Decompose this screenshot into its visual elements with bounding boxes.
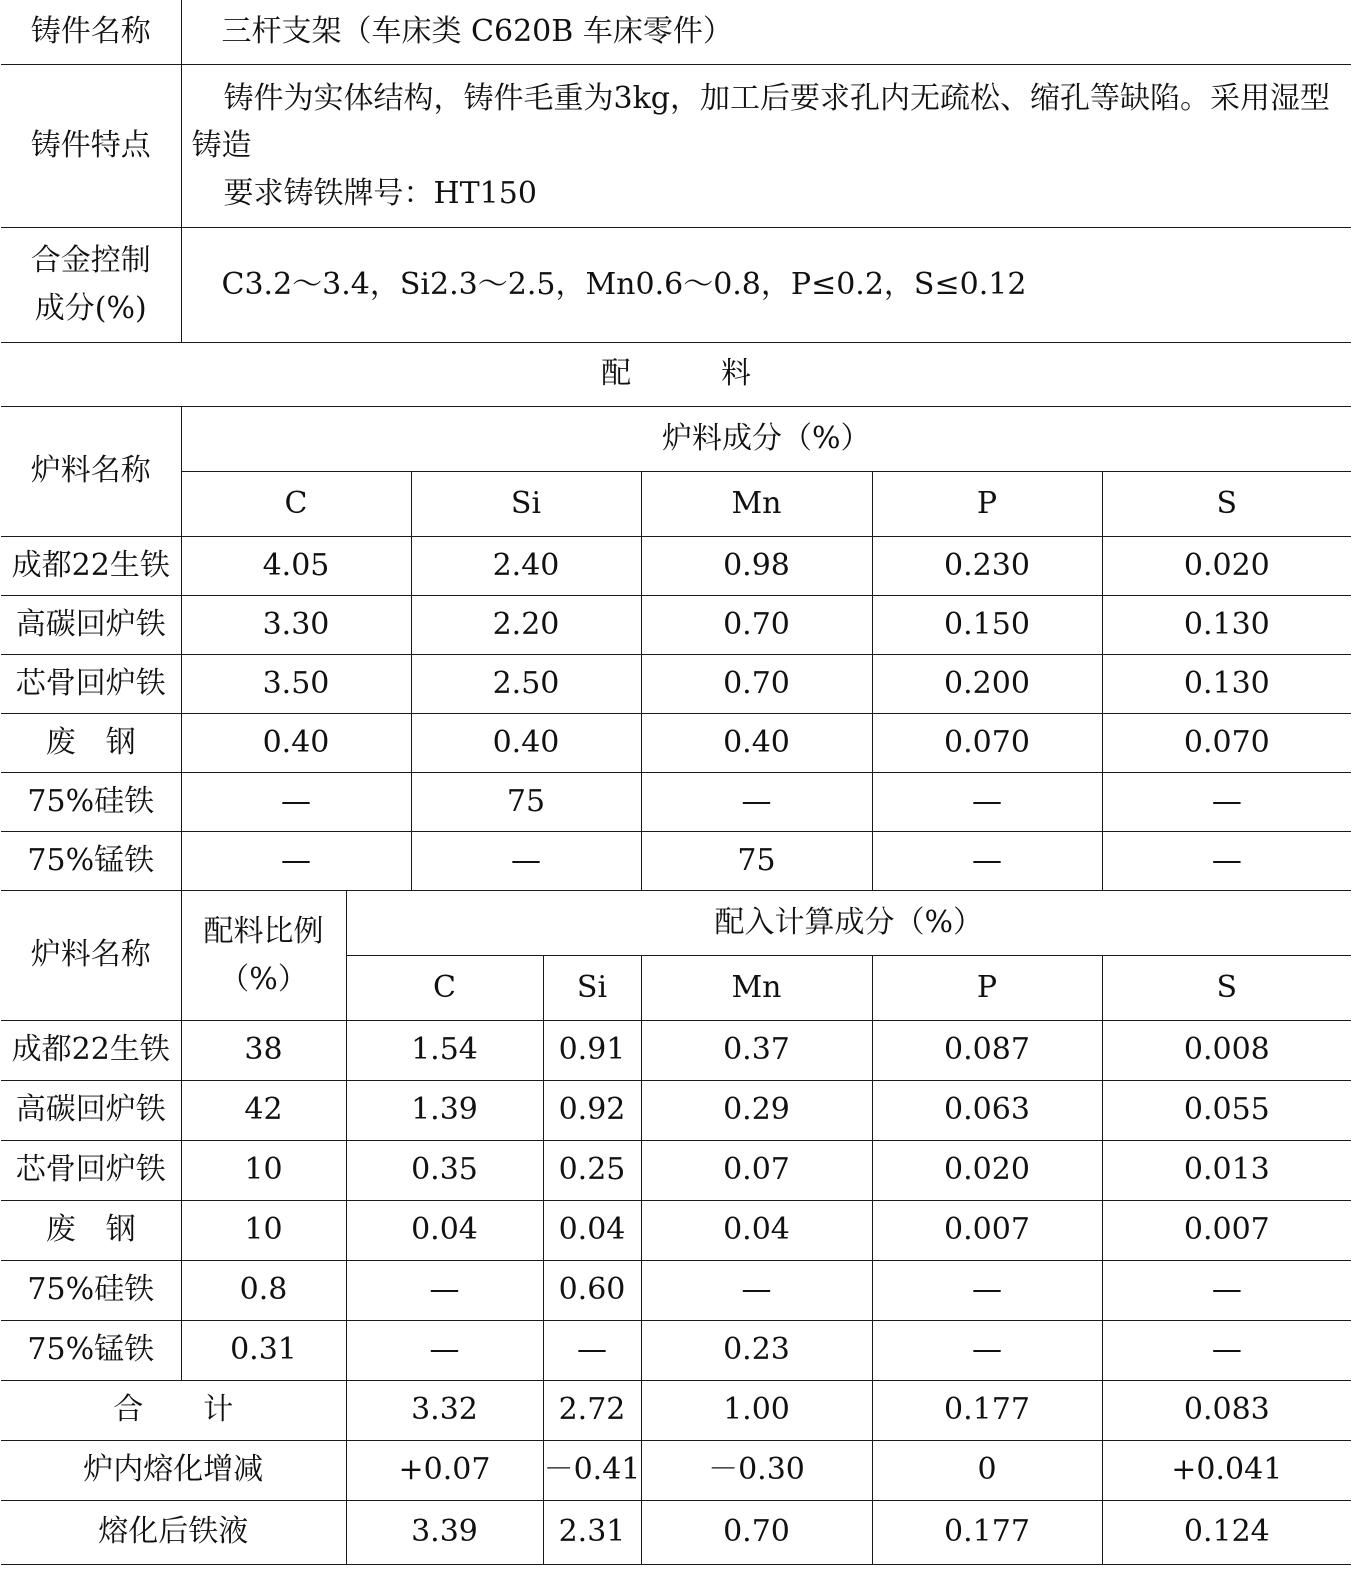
total-cell: 1.00 [641, 1381, 872, 1441]
casting-name-value: 三杆支架（车床类 C620B 车床零件） [181, 0, 1351, 65]
total-cell: 3.32 [346, 1381, 543, 1441]
charge-cell: 0.230 [872, 537, 1102, 596]
charge-cell: 0.40 [181, 714, 411, 773]
charge-cell: 0.020 [1102, 537, 1351, 596]
charge-row-name: 成都22生铁 [1, 537, 181, 596]
charge-cell: 0.98 [641, 537, 872, 596]
calc-cell: 0.04 [641, 1201, 872, 1261]
calc-cell: — [872, 1321, 1102, 1381]
charge-col-s: S [1102, 472, 1351, 537]
calc-cell: — [1102, 1321, 1351, 1381]
calc-row [1, 1201, 1351, 1261]
melt-change-label: 炉内熔化增减 [1, 1441, 346, 1501]
calc-cell: 0.07 [641, 1141, 872, 1201]
calc-cell: — [346, 1321, 543, 1381]
calc-row [1, 1321, 1351, 1381]
molten-iron-row [1, 1501, 1351, 1565]
charge-cell: 2.20 [411, 596, 641, 655]
charge-header-row [1, 407, 1351, 472]
charge-group-header: 炉料成分（%） [181, 407, 1351, 472]
calc-cell: — [346, 1261, 543, 1321]
charge-cell: 3.30 [181, 596, 411, 655]
charge-row [1, 832, 1351, 891]
casting-name-row [1, 0, 1351, 65]
charge-row [1, 655, 1351, 714]
calc-row-ratio: 38 [181, 1021, 346, 1081]
total-cell: 0.177 [872, 1381, 1102, 1441]
calc-cell: 0.04 [543, 1201, 641, 1261]
calc-cell: — [543, 1321, 641, 1381]
melt-change-cell: 0 [872, 1441, 1102, 1501]
charge-cell: 0.070 [872, 714, 1102, 773]
charge-cell: 2.50 [411, 655, 641, 714]
calc-cell: 0.92 [543, 1081, 641, 1141]
charge-row-name: 75%锰铁 [1, 832, 181, 891]
melt-change-row [1, 1441, 1351, 1501]
charge-cell: 0.70 [641, 596, 872, 655]
batching-title: 配 料 [1, 343, 1351, 407]
calc-cell: 0.020 [872, 1141, 1102, 1201]
charge-cell: 0.40 [411, 714, 641, 773]
calc-row-ratio: 10 [181, 1141, 346, 1201]
charge-col-p: P [872, 472, 1102, 537]
casting-name-label: 铸件名称 [1, 0, 181, 65]
charge-cell: 0.130 [1102, 596, 1351, 655]
molten-iron-cell: 3.39 [346, 1501, 543, 1565]
charge-cell: 2.40 [411, 537, 641, 596]
casting-feature-label: 铸件特点 [1, 65, 181, 228]
casting-feature-row [1, 65, 1351, 228]
charge-row [1, 714, 1351, 773]
alloy-label-line: 成分(%) [34, 291, 147, 326]
molten-iron-cell: 0.177 [872, 1501, 1102, 1565]
alloy-control-value: C3.2～3.4，Si2.3～2.5，Mn0.6～0.8，P≤0.2，S≤0.12 [181, 228, 1351, 343]
calc-row-name: 芯骨回炉铁 [1, 1141, 181, 1201]
calc-row [1, 1141, 1351, 1201]
charge-cell: 0.200 [872, 655, 1102, 714]
calc-cell: 0.007 [872, 1201, 1102, 1261]
calc-cell: — [1102, 1261, 1351, 1321]
charge-name-header: 炉料名称 [1, 407, 181, 537]
charge-cell: 4.05 [181, 537, 411, 596]
calc-col-mn: Mn [641, 956, 872, 1021]
calc-cell: — [641, 1261, 872, 1321]
charge-row [1, 773, 1351, 832]
calc-cell: 0.23 [641, 1321, 872, 1381]
calc-name-header: 炉料名称 [1, 891, 181, 1021]
calc-row-name: 废 钢 [1, 1201, 181, 1261]
charge-cell: 0.070 [1102, 714, 1351, 773]
charge-cell: — [1102, 832, 1351, 891]
charge-row-name: 高碳回炉铁 [1, 596, 181, 655]
calc-cell: 0.25 [543, 1141, 641, 1201]
calc-row-name: 成都22生铁 [1, 1021, 181, 1081]
calc-cell: 0.008 [1102, 1021, 1351, 1081]
molten-iron-cell: 0.70 [641, 1501, 872, 1565]
calc-row-name: 75%锰铁 [1, 1321, 181, 1381]
total-row [1, 1381, 1351, 1441]
calc-cell: 0.007 [1102, 1201, 1351, 1261]
melt-change-cell: +0.07 [346, 1441, 543, 1501]
melt-change-cell: +0.041 [1102, 1441, 1351, 1501]
calc-row-ratio: 0.8 [181, 1261, 346, 1321]
total-cell: 0.083 [1102, 1381, 1351, 1441]
calc-ratio-header [181, 891, 346, 1021]
calc-col-p: P [872, 956, 1102, 1021]
charge-col-c: C [181, 472, 411, 537]
charge-row [1, 596, 1351, 655]
calc-cell: 0.91 [543, 1021, 641, 1081]
total-cell: 2.72 [543, 1381, 641, 1441]
calc-cell: 0.087 [872, 1021, 1102, 1081]
melt-change-cell: －0.41 [543, 1441, 641, 1501]
charge-cell: 0.70 [641, 655, 872, 714]
calc-row-ratio: 42 [181, 1081, 346, 1141]
calc-row [1, 1261, 1351, 1321]
charge-cell: 75 [411, 773, 641, 832]
charge-cell: — [181, 773, 411, 832]
charge-row-name: 废 钢 [1, 714, 181, 773]
molten-iron-cell: 0.124 [1102, 1501, 1351, 1565]
charge-cell: — [1102, 773, 1351, 832]
calc-cell: 0.60 [543, 1261, 641, 1321]
calc-row [1, 1081, 1351, 1141]
charge-cell: — [641, 773, 872, 832]
calc-cell: 0.35 [346, 1141, 543, 1201]
charge-cell: 0.40 [641, 714, 872, 773]
batching-title-row [1, 343, 1351, 407]
calc-cell: 0.063 [872, 1081, 1102, 1141]
charge-cell: 0.130 [1102, 655, 1351, 714]
calc-cell: — [872, 1261, 1102, 1321]
calc-cell: 0.29 [641, 1081, 872, 1141]
alloy-control-row [1, 228, 1351, 343]
calc-row [1, 1021, 1351, 1081]
charge-col-si: Si [411, 472, 641, 537]
calc-cell: 0.37 [641, 1021, 872, 1081]
calc-cell: 0.04 [346, 1201, 543, 1261]
charge-element-header-row [1, 472, 1351, 537]
charge-row-name: 芯骨回炉铁 [1, 655, 181, 714]
calc-cell: 1.54 [346, 1021, 543, 1081]
casting-spec-table [1, 0, 1351, 1565]
casting-feature-value [181, 65, 1351, 228]
calc-cell: 0.055 [1102, 1081, 1351, 1141]
charge-cell: — [872, 773, 1102, 832]
charge-row-name: 75%硅铁 [1, 773, 181, 832]
alloy-label-line: 合金控制 [30, 243, 151, 278]
total-label: 合 计 [1, 1381, 346, 1441]
charge-col-mn: Mn [641, 472, 872, 537]
calc-header-row [1, 891, 1351, 956]
casting-feature-line: 要求铸铁牌号：HT150 [223, 175, 537, 211]
molten-iron-cell: 2.31 [543, 1501, 641, 1565]
calc-col-c: C [346, 956, 543, 1021]
casting-feature-line: 铸件为实体结构，铸件毛重为3kg，加工后要求孔内无疏松、缩孔等缺陷。采用湿型铸造 [191, 80, 1330, 164]
charge-cell: — [181, 832, 411, 891]
calc-ratio-header-line: 配料比例 [203, 913, 324, 949]
charge-cell: — [411, 832, 641, 891]
calc-cell: 1.39 [346, 1081, 543, 1141]
calc-row-name: 高碳回炉铁 [1, 1081, 181, 1141]
calc-group-header: 配入计算成分（%） [346, 891, 1351, 956]
molten-iron-label: 熔化后铁液 [1, 1501, 346, 1565]
charge-cell: 75 [641, 832, 872, 891]
calc-ratio-header-line: （%） [219, 961, 308, 997]
calc-row-ratio: 0.31 [181, 1321, 346, 1381]
calc-col-s: S [1102, 956, 1351, 1021]
calc-row-ratio: 10 [181, 1201, 346, 1261]
charge-row [1, 537, 1351, 596]
charge-cell: 0.150 [872, 596, 1102, 655]
charge-cell: — [872, 832, 1102, 891]
calc-cell: 0.013 [1102, 1141, 1351, 1201]
melt-change-cell: －0.30 [641, 1441, 872, 1501]
alloy-control-label [1, 228, 181, 343]
calc-row-name: 75%硅铁 [1, 1261, 181, 1321]
calc-col-si: Si [543, 956, 641, 1021]
charge-cell: 3.50 [181, 655, 411, 714]
